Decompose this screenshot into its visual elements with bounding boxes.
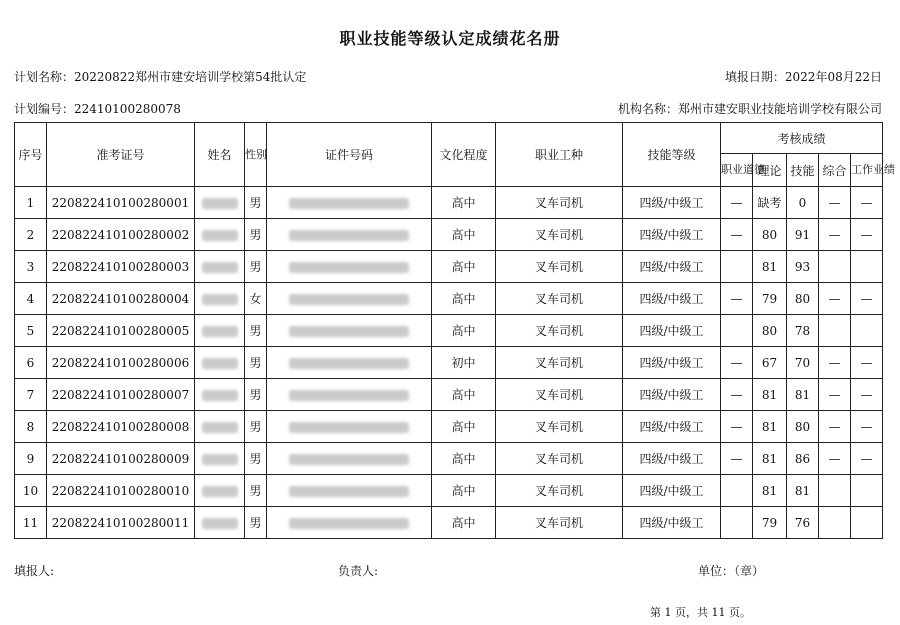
table-row — [15, 251, 883, 283]
cell-education: 高中 — [432, 219, 496, 251]
cell-comprehensive — [819, 507, 851, 539]
cell-id-no — [267, 251, 432, 283]
cell-ethics: — — [721, 283, 753, 315]
redacted-name — [202, 454, 238, 465]
cell-level: 四级/中级工 — [623, 219, 721, 251]
cell-gender: 男 — [245, 411, 267, 443]
cell-name — [195, 219, 245, 251]
cell-gender: 男 — [245, 379, 267, 411]
cell-theory: 67 — [753, 347, 787, 379]
cell-education: 高中 — [432, 475, 496, 507]
cell-exam-no: 220822410100280011 — [47, 507, 195, 539]
redacted-name — [202, 358, 238, 369]
cell-work: — — [851, 219, 883, 251]
page-title: 职业技能等级认定成绩花名册 — [339, 29, 561, 48]
cell-comprehensive: — — [819, 411, 851, 443]
cell-level: 四级/中级工 — [623, 315, 721, 347]
cell-ethics — [721, 475, 753, 507]
redacted-id-number — [289, 454, 409, 465]
cell-education: 高中 — [432, 283, 496, 315]
cell-theory: 80 — [753, 315, 787, 347]
cell-job: 叉车司机 — [496, 507, 623, 539]
cell-work: — — [851, 347, 883, 379]
header-gender: 性别 — [245, 123, 267, 187]
cell-work: — — [851, 411, 883, 443]
cell-level: 四级/中级工 — [623, 379, 721, 411]
header-name: 姓名 — [195, 123, 245, 187]
redacted-id-number — [289, 198, 409, 209]
cell-name — [195, 379, 245, 411]
cell-gender: 男 — [245, 507, 267, 539]
cell-name — [195, 187, 245, 219]
cell-job: 叉车司机 — [496, 379, 623, 411]
cell-skill: 80 — [787, 411, 819, 443]
cell-gender: 男 — [245, 187, 267, 219]
cell-comprehensive: — — [819, 283, 851, 315]
cell-seq: 8 — [15, 411, 47, 443]
cell-comprehensive — [819, 475, 851, 507]
cell-ethics: — — [721, 219, 753, 251]
cell-skill: 91 — [787, 219, 819, 251]
cell-education: 初中 — [432, 347, 496, 379]
table-row — [15, 507, 883, 539]
cell-comprehensive: — — [819, 187, 851, 219]
cell-job: 叉车司机 — [496, 347, 623, 379]
header-job: 职业工种 — [496, 123, 623, 187]
cell-education: 高中 — [432, 411, 496, 443]
cell-id-no — [267, 379, 432, 411]
cell-seq: 10 — [15, 475, 47, 507]
cell-id-no — [267, 411, 432, 443]
cell-education: 高中 — [432, 251, 496, 283]
cell-job: 叉车司机 — [496, 315, 623, 347]
cell-level: 四级/中级工 — [623, 187, 721, 219]
cell-ethics — [721, 315, 753, 347]
header-scores: 考核成绩 — [721, 123, 883, 154]
cell-comprehensive: — — [819, 443, 851, 475]
cell-gender: 女 — [245, 283, 267, 315]
cell-seq: 5 — [15, 315, 47, 347]
cell-education: 高中 — [432, 379, 496, 411]
cell-exam-no: 220822410100280006 — [47, 347, 195, 379]
cell-work — [851, 251, 883, 283]
cell-id-no — [267, 347, 432, 379]
cell-level: 四级/中级工 — [623, 283, 721, 315]
cell-exam-no: 220822410100280005 — [47, 315, 195, 347]
cell-theory: 79 — [753, 507, 787, 539]
cell-skill: 78 — [787, 315, 819, 347]
cell-exam-no: 220822410100280003 — [47, 251, 195, 283]
cell-exam-no: 220822410100280004 — [47, 283, 195, 315]
cell-job: 叉车司机 — [496, 283, 623, 315]
header-work: 工作业绩 — [851, 154, 883, 187]
fill-date: 填报日期：2022年08月22日 — [724, 70, 882, 84]
cell-education: 高中 — [432, 507, 496, 539]
cell-work — [851, 315, 883, 347]
table-row — [15, 475, 883, 507]
cell-skill: 86 — [787, 443, 819, 475]
cell-seq: 9 — [15, 443, 47, 475]
cell-skill: 81 — [787, 475, 819, 507]
cell-id-no — [267, 283, 432, 315]
cell-seq: 4 — [15, 283, 47, 315]
cell-skill: 80 — [787, 283, 819, 315]
redacted-id-number — [289, 358, 409, 369]
cell-comprehensive: — — [819, 379, 851, 411]
table-row — [15, 283, 883, 315]
redacted-name — [202, 422, 238, 433]
cell-level: 四级/中级工 — [623, 507, 721, 539]
redacted-id-number — [289, 294, 409, 305]
cell-ethics — [721, 507, 753, 539]
table-row — [15, 411, 883, 443]
unit-seal-label: 单位：（章） — [698, 564, 765, 578]
redacted-id-number — [289, 230, 409, 241]
cell-job: 叉车司机 — [496, 219, 623, 251]
cell-skill: 76 — [787, 507, 819, 539]
cell-skill: 70 — [787, 347, 819, 379]
cell-seq: 11 — [15, 507, 47, 539]
redacted-name — [202, 518, 238, 529]
redacted-id-number — [289, 518, 409, 529]
cell-job: 叉车司机 — [496, 443, 623, 475]
cell-theory: 81 — [753, 475, 787, 507]
filler-label: 填报人: — [14, 564, 55, 578]
table-row — [15, 379, 883, 411]
cell-education: 高中 — [432, 187, 496, 219]
cell-level: 四级/中级工 — [623, 475, 721, 507]
header-skill: 技能 — [787, 154, 819, 187]
cell-name — [195, 411, 245, 443]
cell-theory: 81 — [753, 251, 787, 283]
cell-skill: 81 — [787, 379, 819, 411]
header-seq: 序号 — [15, 123, 47, 187]
redacted-id-number — [289, 326, 409, 337]
cell-ethics: — — [721, 411, 753, 443]
cell-exam-no: 220822410100280002 — [47, 219, 195, 251]
cell-id-no — [267, 475, 432, 507]
cell-id-no — [267, 187, 432, 219]
cell-seq: 7 — [15, 379, 47, 411]
score-roster-table — [14, 122, 895, 539]
cell-gender: 男 — [245, 251, 267, 283]
redacted-name — [202, 230, 238, 241]
redacted-id-number — [289, 486, 409, 497]
responsible-label: 负责人: — [338, 564, 379, 578]
table-row — [15, 347, 883, 379]
cell-work: — — [851, 443, 883, 475]
redacted-name — [202, 486, 238, 497]
cell-gender: 男 — [245, 475, 267, 507]
cell-exam-no: 220822410100280001 — [47, 187, 195, 219]
cell-name — [195, 443, 245, 475]
cell-seq: 2 — [15, 219, 47, 251]
cell-id-no — [267, 507, 432, 539]
cell-theory: 81 — [753, 379, 787, 411]
cell-id-no — [267, 443, 432, 475]
pagination: 第 1 页，共 11 页。 — [650, 606, 751, 619]
redacted-id-number — [289, 262, 409, 273]
cell-education: 高中 — [432, 315, 496, 347]
cell-theory: 81 — [753, 411, 787, 443]
cell-comprehensive: — — [819, 219, 851, 251]
cell-level: 四级/中级工 — [623, 251, 721, 283]
cell-level: 四级/中级工 — [623, 443, 721, 475]
header-theory: 理论 — [753, 154, 787, 187]
cell-work: — — [851, 283, 883, 315]
cell-seq: 3 — [15, 251, 47, 283]
plan-number: 计划编号：22410100280078 — [14, 102, 181, 116]
plan-name: 计划名称：20220822郑州市建安培训学校第54批认定 — [14, 70, 307, 84]
redacted-name — [202, 262, 238, 273]
cell-work: — — [851, 187, 883, 219]
table-row — [15, 443, 883, 475]
cell-job: 叉车司机 — [496, 411, 623, 443]
redacted-name — [202, 198, 238, 209]
table-row — [15, 315, 883, 347]
cell-name — [195, 507, 245, 539]
cell-job: 叉车司机 — [496, 187, 623, 219]
cell-comprehensive — [819, 315, 851, 347]
header-comprehensive: 综合 — [819, 154, 851, 187]
header-level: 技能等级 — [623, 123, 721, 187]
cell-job: 叉车司机 — [496, 251, 623, 283]
cell-skill: 93 — [787, 251, 819, 283]
cell-gender: 男 — [245, 219, 267, 251]
cell-work: — — [851, 379, 883, 411]
redacted-name — [202, 294, 238, 305]
redacted-name — [202, 390, 238, 401]
redacted-id-number — [289, 390, 409, 401]
header-ethics: 职业道德 — [721, 154, 753, 187]
cell-work — [851, 475, 883, 507]
cell-seq: 6 — [15, 347, 47, 379]
cell-name — [195, 315, 245, 347]
cell-education: 高中 — [432, 443, 496, 475]
cell-comprehensive: — — [819, 347, 851, 379]
header-id-no: 证件号码 — [267, 123, 432, 187]
header-exam-no: 准考证号 — [47, 123, 195, 187]
cell-ethics: — — [721, 379, 753, 411]
cell-work — [851, 507, 883, 539]
cell-gender: 男 — [245, 315, 267, 347]
cell-theory: 80 — [753, 219, 787, 251]
cell-id-no — [267, 219, 432, 251]
cell-comprehensive — [819, 251, 851, 283]
cell-exam-no: 220822410100280008 — [47, 411, 195, 443]
cell-theory: 79 — [753, 283, 787, 315]
organization-name: 机构名称：郑州市建安职业技能培训学校有限公司 — [617, 102, 882, 116]
cell-theory: 缺考 — [753, 187, 787, 219]
cell-gender: 男 — [245, 443, 267, 475]
cell-gender: 男 — [245, 347, 267, 379]
cell-ethics: — — [721, 443, 753, 475]
cell-ethics: — — [721, 187, 753, 219]
table-row — [15, 187, 883, 219]
cell-level: 四级/中级工 — [623, 347, 721, 379]
cell-exam-no: 220822410100280007 — [47, 379, 195, 411]
cell-name — [195, 251, 245, 283]
cell-ethics: — — [721, 347, 753, 379]
table-row — [15, 219, 883, 251]
cell-level: 四级/中级工 — [623, 411, 721, 443]
cell-ethics — [721, 251, 753, 283]
cell-exam-no: 220822410100280010 — [47, 475, 195, 507]
cell-skill: 0 — [787, 187, 819, 219]
cell-name — [195, 475, 245, 507]
header-education: 文化程度 — [432, 123, 496, 187]
cell-job: 叉车司机 — [496, 475, 623, 507]
cell-exam-no: 220822410100280009 — [47, 443, 195, 475]
cell-theory: 81 — [753, 443, 787, 475]
cell-name — [195, 283, 245, 315]
cell-name — [195, 347, 245, 379]
redacted-name — [202, 326, 238, 337]
cell-seq: 1 — [15, 187, 47, 219]
redacted-id-number — [289, 422, 409, 433]
cell-id-no — [267, 315, 432, 347]
